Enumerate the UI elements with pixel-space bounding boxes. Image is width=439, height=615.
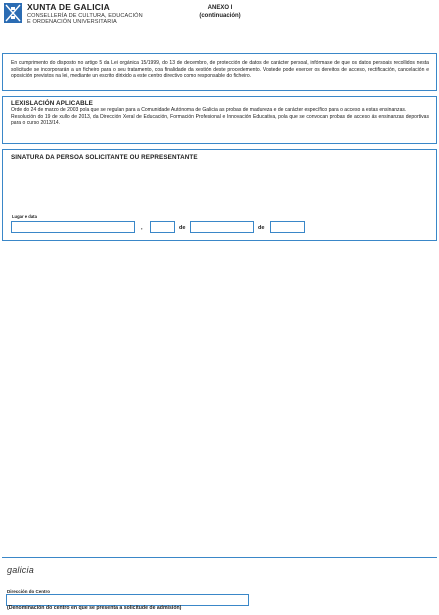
xunta-shield-icon [4, 3, 22, 23]
legislation-item-1: Orde do 24 de marzo de 2003 pola que se regulan para a Comunidade Autónoma de Galicia as probas de madureza e de carácter específico para o acceso a estas ensinanzas. [11, 107, 407, 113]
signature-title: SINATURA DA PERSOA SOLICITANTE OU REPRESENTANTE [11, 154, 198, 161]
galicia-logo: galicia [7, 565, 34, 575]
org-name: XUNTA DE GALICIA [27, 2, 111, 12]
legislation-box [2, 96, 437, 144]
privacy-notice-box [2, 53, 437, 91]
annex-subtitle: (continuación) [199, 12, 241, 19]
annex-title-line: ANEXO I [207, 5, 233, 11]
legislation-item-2: Resolución do 19 de xullo de 2013, da Dirección Xeral de Educación, Formación Profesional e Innovación Educativa, pola que se convocan probas de acceso ás ensinanzas deportivas para o curso 2013/14. [11, 113, 429, 126]
date-de-separator-2: de [258, 225, 265, 231]
date-de-separator-1: de [179, 225, 186, 231]
org-department [27, 13, 143, 26]
centre-address-label: Dirección do Centro [7, 589, 51, 594]
month-field[interactable] [190, 221, 254, 233]
comma-separator: , [141, 225, 143, 231]
place-field[interactable] [11, 221, 135, 233]
privacy-notice-text: En cumprimento do disposto no artigo 5 da Lei orgánica 15/1999, do 13 de decembro, de protección de datos de carácter persoal, infórmase de que os datos persoais recollidos nesta solicitude se incorporarán a un ficheiro para o seu tratamento, coa finalidade da xestión deste procedemento. Vostede pode exercer os dereitos de acceso, rectificación, cancelación e oposición previstos na lei, mediante un escrito dirixido a este centro directivo como responsable do ficheiro. [11, 60, 429, 80]
footer-divider [2, 557, 437, 558]
annex-title [190, 5, 250, 20]
legislation-title: LEXISLACIÓN APLICABLE [11, 100, 93, 107]
org-dept-line-1: CONSELLERÍA DE CULTURA, EDUCACIÓN [27, 13, 143, 19]
org-dept-line-2: E ORDENACIÓN UNIVERSITARIA [27, 19, 117, 26]
place-date-label: Lugar e data [12, 214, 37, 219]
day-field[interactable] [150, 221, 175, 233]
centre-caption: (Denominación do centro en que se presenta a solicitude de admisión) [7, 605, 182, 611]
year-field[interactable] [270, 221, 305, 233]
